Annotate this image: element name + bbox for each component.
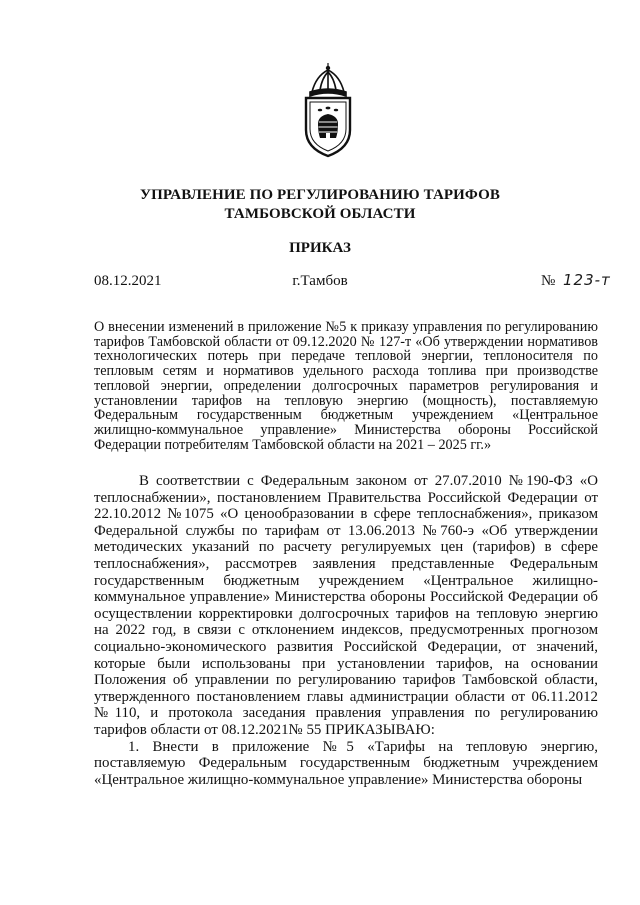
- document-city: г.Тамбов: [292, 273, 348, 289]
- body-item-1: 1. Внести в приложение №5 «Тарифы на тепловую энергию, поставляемую Федеральным государственным бюджетным учреждением «Центральное жилищно-коммунальное управление» Министерства обороны: [94, 738, 598, 788]
- body-paragraph-1: В соответствии с Федеральным законом от 27.07.2010 №190-ФЗ «О теплоснабжении», постановлением Правительства Российской Федерации от 22.10.2012 №1075 «О ценообразовании в сфере теплоснабжения», приказом Федеральной службы по тарифам от 13.06.2013 №760-э «Об утверждении методических указаний по расчету регулируемых цен (тарифов) в сфере теплоснабжения», рассмотрев заявления представленные Федеральным государственным бюджетным учреждением «Центральное жилищно-коммунальное управление» Министерства обороны Российской Федерации об осуществлении корректировки долгосрочных тарифов на тепловую энергию на 2022 год, в связи с отклонением индексов, предусмотренных прогнозом социально-экономического развития Российской Федерации, от значений, которые были использованы при установлении тарифов, на основании Положения об управлении по регулированию тарифов Тамбовской области, утвержденного постановлением главы администрации области от 06.11.2012 №110, и протокола заседания правления управления по регулированию тарифов области от 08.12.2021№ 55 ПРИКАЗЫВАЮ:: [94, 473, 598, 738]
- document-body: [94, 473, 598, 788]
- agency-line-1: УПРАВЛЕНИЕ ПО РЕГУЛИРОВАНИЮ ТАРИФОВ: [140, 187, 500, 203]
- document-number-label: №: [541, 273, 556, 289]
- coat-of-arms-icon: [298, 62, 358, 158]
- document-subject: О внесении изменений в приложение №5 к приказу управления по регулированию тарифов Тамбовской области от 09.12.2020 № 127-т «Об утверждении нормативов технологических потерь при передаче тепловой энергии, теплоносителя по тепловым сетям и нормативов удельного расхода топлива при производстве тепловой энергии, определении долгосрочных параметров регулирования и установлении тарифов на тепловую энергию (мощность), поставляемую Федеральным государственным бюджетным учреждением «Центральное жилищно-коммунальное управление» Министерства обороны Российской Федерации потребителям Тамбовской области на 2021 – 2025 гг.»: [94, 319, 598, 453]
- agency-name: [0, 186, 640, 224]
- document-type: ПРИКАЗ: [289, 240, 351, 256]
- agency-line-2: ТАМБОВСКОЙ ОБЛАСТИ: [224, 206, 416, 222]
- document-date: 08.12.2021: [94, 273, 162, 289]
- document-number-handwritten: 123-т: [563, 271, 611, 289]
